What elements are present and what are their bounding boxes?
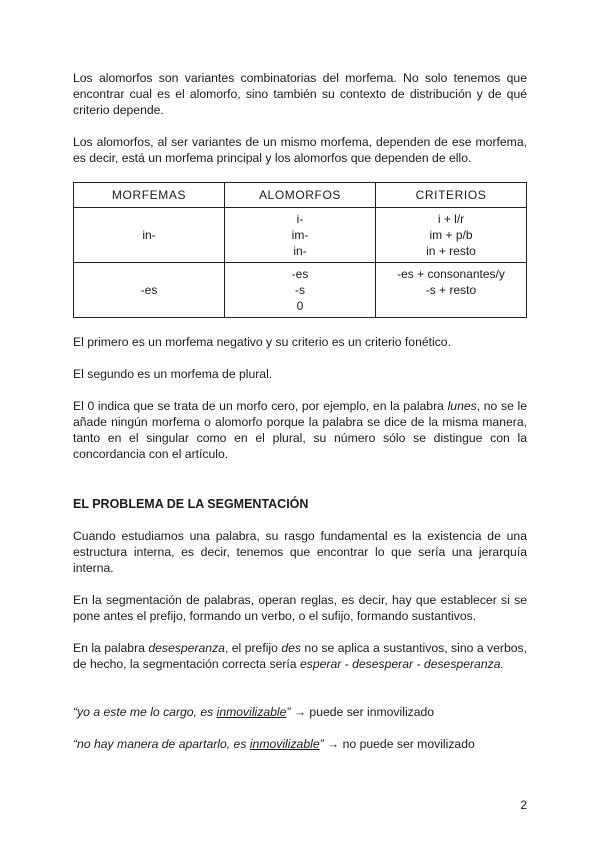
text-run: no se aplica a sustantivos, sino a verbos, de hecho, la segmentación correcta sería <box>73 641 528 671</box>
example-result: no puede ser movilizado <box>342 737 475 751</box>
criterio-item: -s + resto <box>425 283 477 297</box>
page-content <box>73 70 527 768</box>
underlined-word: inmovilizable <box>249 737 320 751</box>
table-header-row <box>74 183 527 208</box>
text-run: “no hay manera de apartarlo, es <box>73 737 250 751</box>
paragraph-morfo-cero <box>73 398 527 462</box>
paragraph-alomorfos-definicion: Los alomorfos son variantes combinatorias del morfema. No solo tenemos que encontrar cual es el alomorfo, sino también su contexto de distribución y de qué criterio depende. <box>73 71 527 117</box>
arrow-glyph: → <box>290 705 310 719</box>
header-morfemas: MORFEMAS <box>74 183 225 208</box>
emphasis-des: des <box>281 641 301 655</box>
paragraph-desesperanza <box>73 640 527 672</box>
text-run: El 0 indica que se trata de un morfo cero, por ejemplo, en la palabra <box>73 399 448 413</box>
alomorfo-item: -es <box>291 267 309 281</box>
text-run: ” <box>286 705 291 719</box>
morphemes-table <box>73 182 527 318</box>
criterio-item: -es + consonantes/y <box>397 267 505 281</box>
table-row <box>74 208 527 263</box>
criterio-item: in + resto <box>426 244 476 258</box>
example-line <box>73 736 527 752</box>
paragraph-primero: El primero es un morfema negativo y su criterio es un criterio fonético. <box>73 335 451 349</box>
text-run: , el prefijo <box>224 641 282 655</box>
example-line <box>73 704 527 720</box>
page-number: 2 <box>520 798 527 812</box>
cell-criterios <box>376 263 527 318</box>
emphasis-lunes: lunes <box>447 399 477 413</box>
table-row <box>74 263 527 318</box>
cell-criterios <box>376 208 527 263</box>
paragraph-segundo: El segundo es un morfema de plural. <box>73 367 273 381</box>
criterio-item: im + p/b <box>429 228 473 242</box>
cell-alomorfos <box>225 208 376 263</box>
underlined-word: inmovilizable <box>216 705 287 719</box>
cell-morfema: -es <box>74 263 225 318</box>
cell-alomorfos <box>225 263 376 318</box>
example-quote <box>73 705 290 719</box>
alomorfo-item: 0 <box>296 299 304 313</box>
paragraph-estructura: Cuando estudiamos una palabra, su rasgo fundamental es la existencia de una estructura interna, es decir, tenemos que encontrar lo que sería una jerarquía interna. <box>73 529 527 575</box>
alomorfo-item: in- <box>293 244 307 258</box>
text-run: , no se le añade ningún morfema o alomorfo porque la palabra se dice de la misma manera, tanto en el singular como en el plural, su número sólo se distingue con la concordancia con el artículo. <box>73 399 527 461</box>
example-quote <box>73 737 324 751</box>
emphasis-segmentacion: esperar - desesperar - desesperanza. <box>299 657 504 671</box>
section-heading: EL PROBLEMA DE LA SEGMENTACIÓN <box>73 497 309 511</box>
header-alomorfos: ALOMORFOS <box>225 183 376 208</box>
emphasis-desesperanza: desesperanza <box>148 641 225 655</box>
example-result: puede ser inmovilizado <box>309 705 435 719</box>
paragraph-alomorfos-dependencia: Los alomorfos, al ser variantes de un mismo morfema, dependen de ese morfema, es decir, está un morfema principal y los alomorfos que dependen de ello. <box>73 135 527 165</box>
header-criterios: CRITERIOS <box>376 183 527 208</box>
text-run: “yo a este me lo cargo, es <box>73 705 217 719</box>
cell-morfema: in- <box>74 208 225 263</box>
alomorfo-item: i- <box>296 212 304 226</box>
text-run: En la palabra <box>73 641 149 655</box>
arrow-glyph: → <box>323 737 343 751</box>
criterio-item: i + l/r <box>437 212 465 226</box>
paragraph-reglas: En la segmentación de palabras, operan reglas, es decir, hay que establecer si se pone antes el prefijo, formando un verbo, o el sufijo, formando sustantivos. <box>73 593 527 623</box>
alomorfo-item: im- <box>291 228 309 242</box>
alomorfo-item: -s <box>295 283 305 297</box>
text-run: ” <box>319 737 324 751</box>
